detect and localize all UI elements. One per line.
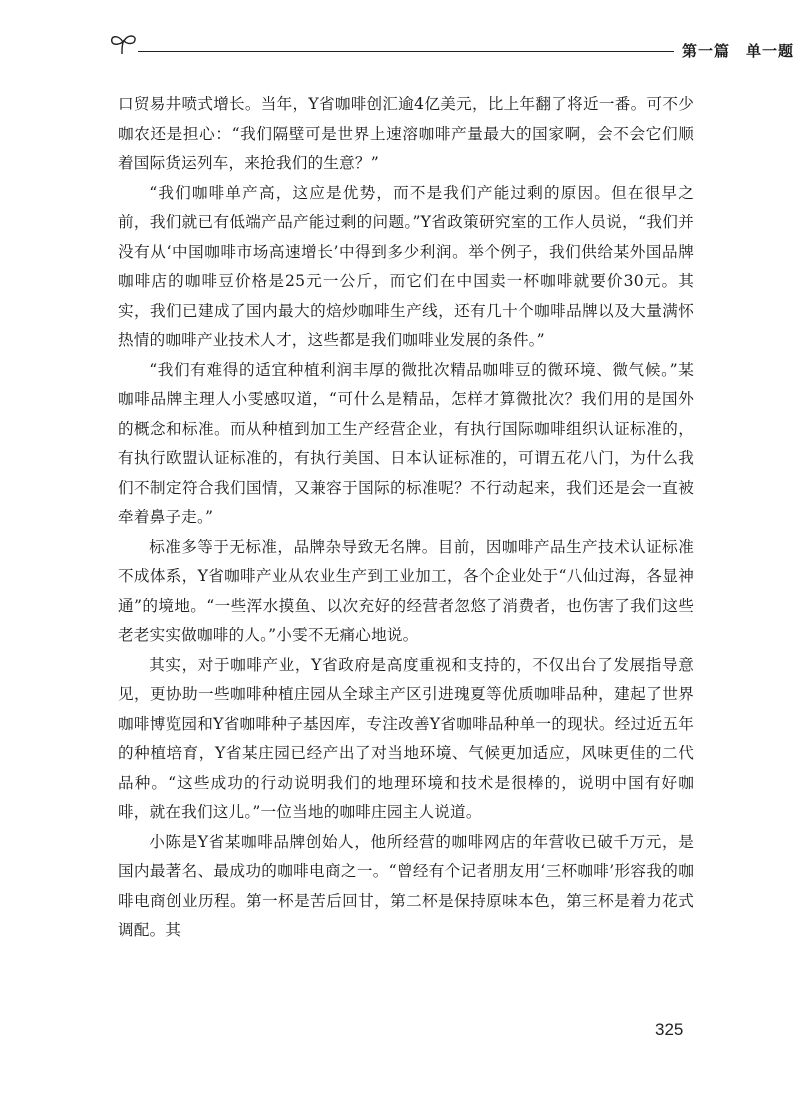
- paragraph: 口贸易井喷式增长。当年，Y省咖啡创汇逾4亿美元，比上年翻了将近一番。可不少咖农还是担心：“我们隔壁可是世界上速溶咖啡产量最大的国家啊，会不会它们顺着国际货运列车，来抢我们的生意？”: [118, 95, 694, 172]
- body-text: [118, 90, 694, 946]
- paragraph: 小陈是Y省某咖啡品牌创始人，他所经营的咖啡网店的年营收已破千万元，是国内最著名、最成功的咖啡电商之一。“曾经有个记者朋友用‘三杯咖啡’形容我的咖啡电商创业历程。第一杯是苦后回甘，第二杯是保持原味本色，第三杯是着力花式调配。其: [118, 832, 694, 939]
- paragraph: 其实，对于咖啡产业，Y省政府是高度重视和支持的，不仅出台了发展指导意见，更协助一些咖啡种植庄园从全球主产区引进瑰夏等优质咖啡品种，建起了世界咖啡博览园和Y省咖啡种子基因库，专注改善Y省咖啡品种单一的现状。经过近五年的种植培育，Y省某庄园已经产出了对当地环境、气候更加适应，风味更佳的二代品种。“这些成功的行动说明我们的地理环境和技术是很棒的，说明中国有好咖啡，就在我们这儿。”一位当地的咖啡庄园主人说道。: [118, 655, 694, 821]
- paragraph: “我们咖啡单产高，这应是优势，而不是我们产能过剩的原因。但在很早之前，我们就已有低端产品产能过剩的问题。”Y省政策研究室的工作人员说，“我们并没有从‘中国咖啡市场高速增长’中得到多少利润。举个例子，我们供给某外国品牌咖啡店的咖啡豆价格是25元一公斤，而它们在中国卖一杯咖啡就要价30元。其实，我们已建成了国内最大的焙炒咖啡生产线，还有几十个咖啡品牌以及大量满怀热情的咖啡产业技术人才，这些都是我们咖啡业发展的条件。”: [118, 183, 694, 349]
- header-rule-left: [138, 51, 674, 52]
- section-title: 第一篇 单一题: [682, 42, 795, 60]
- paragraph: “我们有难得的适宜种植利润丰厚的微批次精品咖啡豆的微环境、微气候。”某咖啡品牌主理人小雯感叹道，“可什么是精品，怎样才算微批次？我们用的是国外的概念和标准。而从种植到加工生产经营企业，有执行国际咖啡组织认证标准的，有执行欧盟认证标准的，有执行美国、日本认证标准的，可谓五花八门，为什么我们不制定符合我们国情，又兼容于国际的标准呢？不行动起来，我们还是会一直被牵着鼻子走。”: [118, 360, 694, 526]
- page-number: 325: [655, 1020, 684, 1039]
- running-header: [108, 30, 795, 60]
- sprout-icon: [108, 30, 140, 58]
- paragraph: 标准多等于无标准，品牌杂导致无名牌。目前，因咖啡产品生产技术认证标准不成体系，Y省咖啡产业从农业生产到工业加工，各个企业处于“八仙过海，各显神通”的境地。“一些浑水摸鱼、以次充好的经营者忽悠了消费者，也伤害了我们这些老老实实做咖啡的人。”小雯不无痛心地说。: [118, 537, 694, 644]
